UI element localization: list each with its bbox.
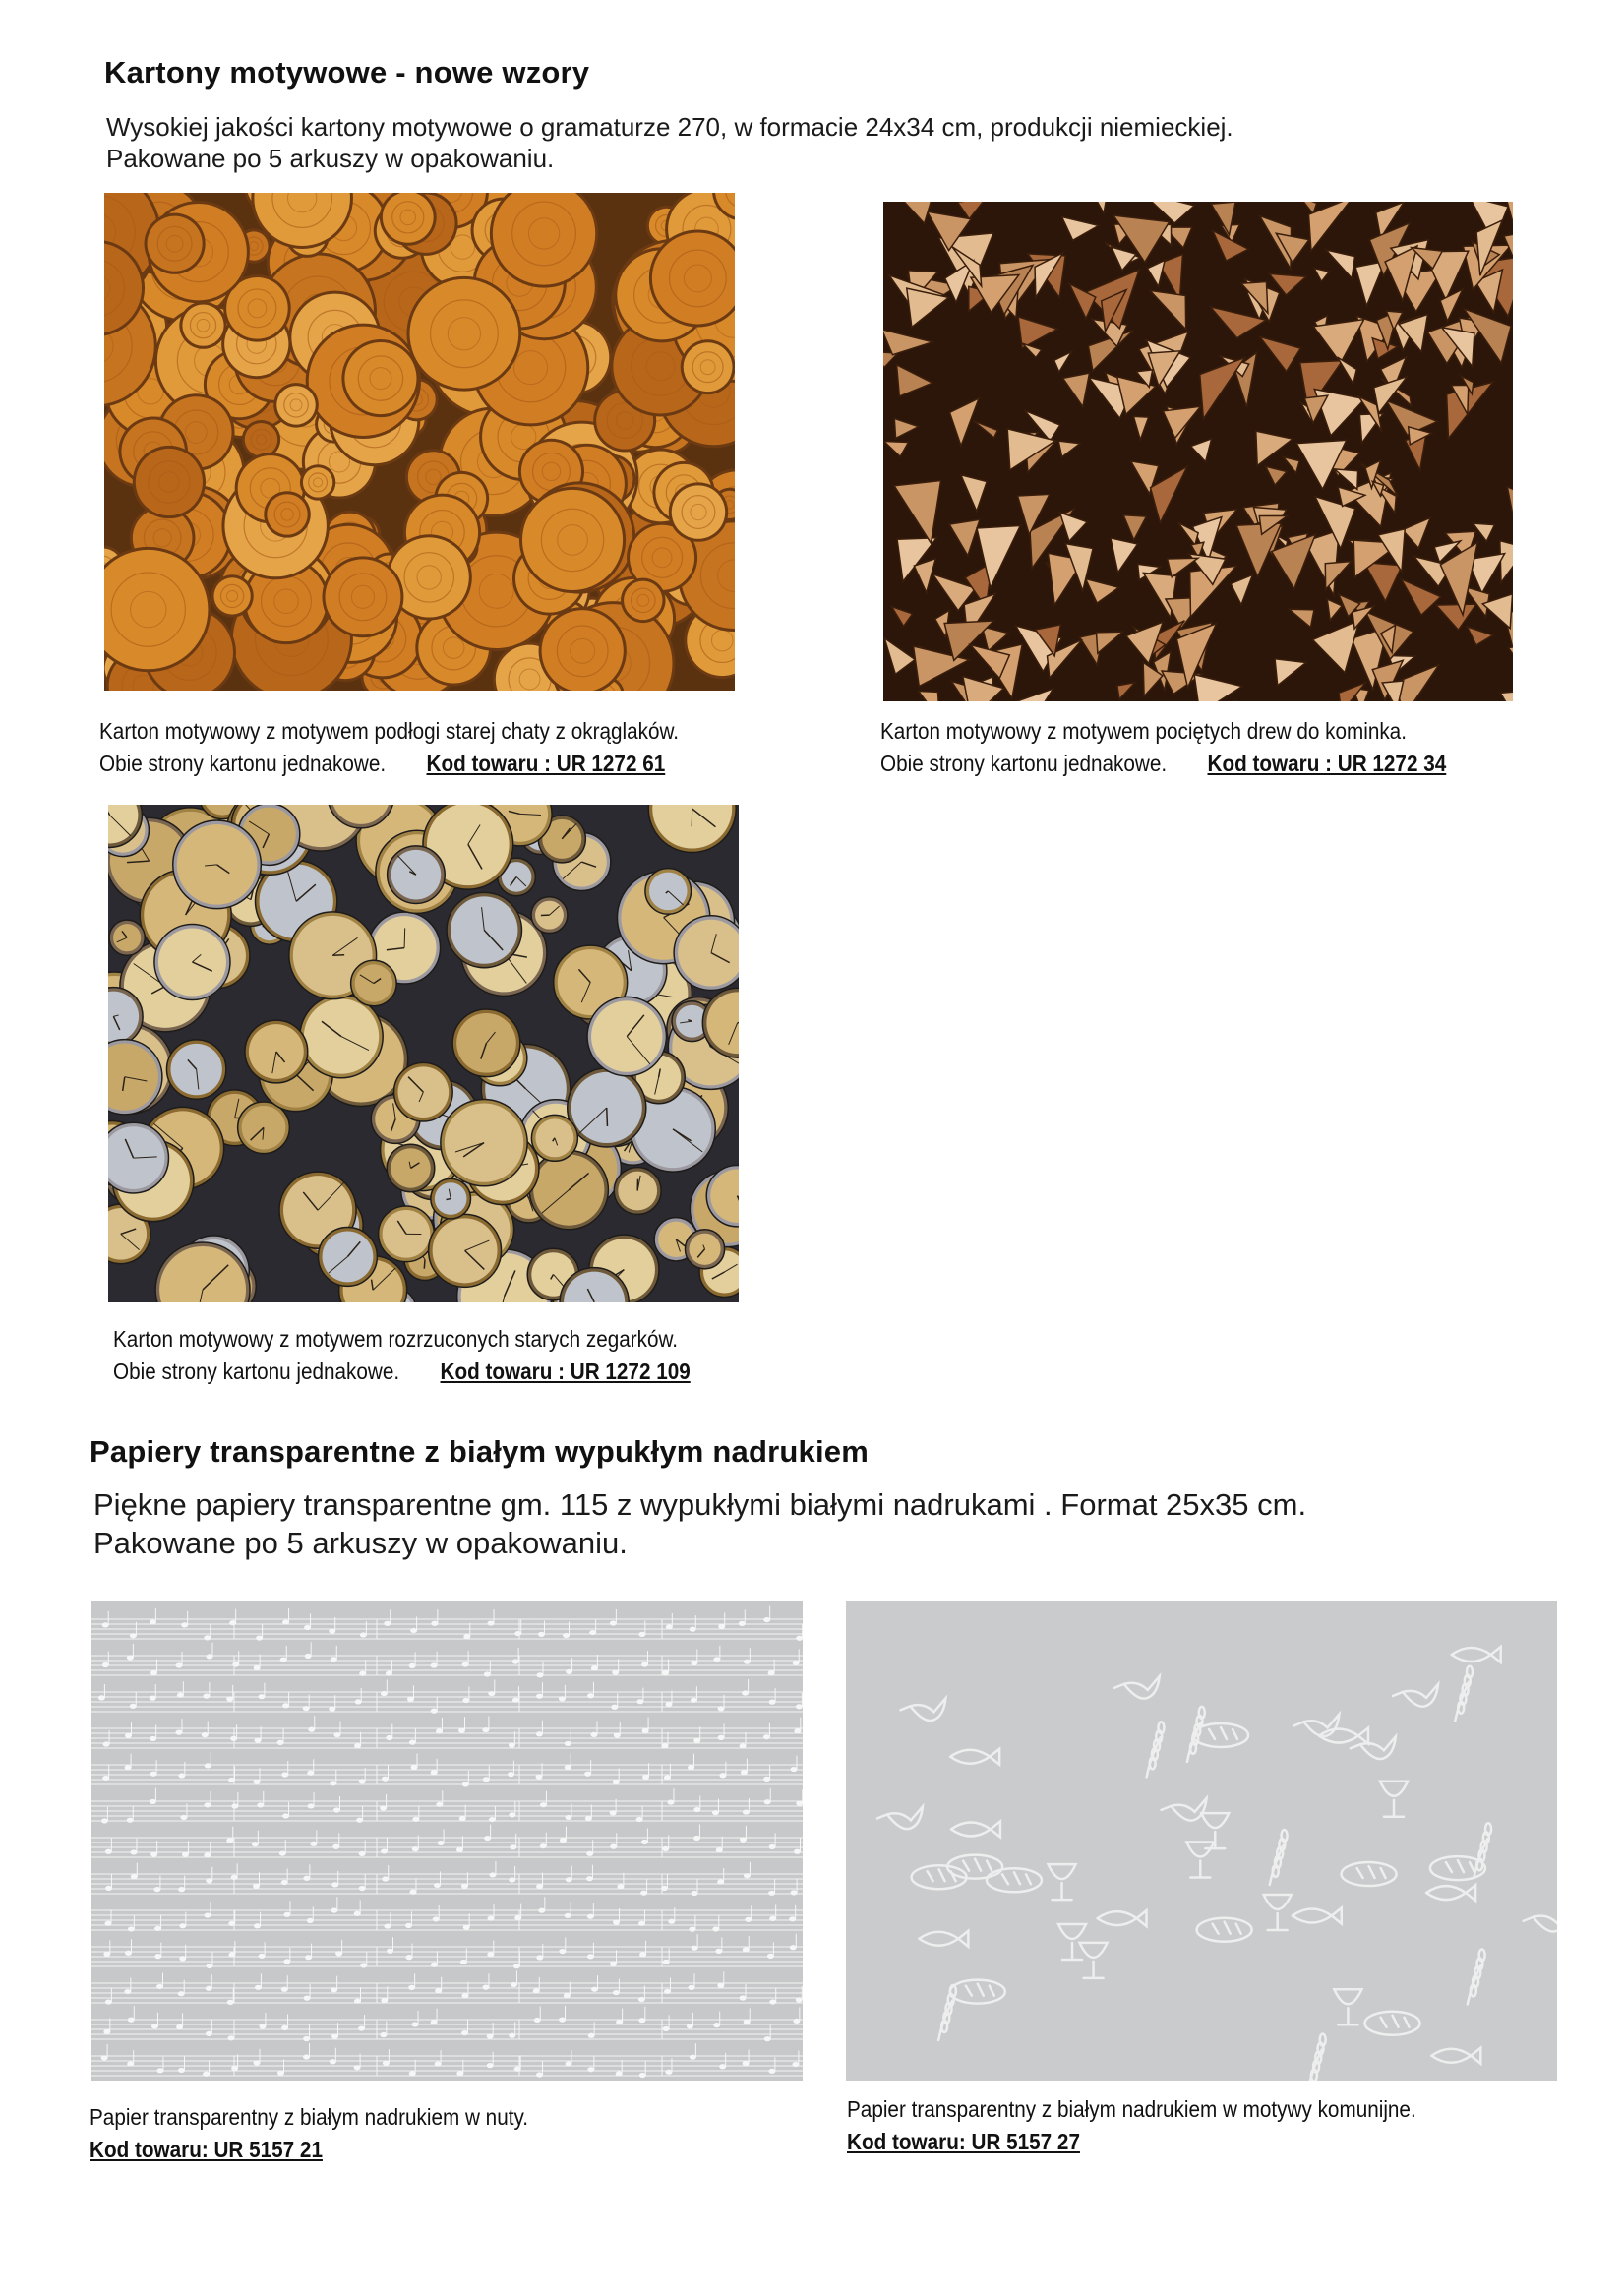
section-intro-cardboard: [106, 111, 1233, 174]
caption-line: Obie strony kartonu jednakowe.: [99, 751, 387, 776]
pocket-watches-pattern-image: [108, 805, 739, 1302]
log-slices-pattern-image: [104, 193, 735, 691]
communion-motifs-pattern-image: [846, 1601, 1557, 2081]
section-title-cardboard: Kartony motywowe - nowe wzory: [104, 55, 590, 90]
caption-line: Karton motywowy z motywem rozrzuconych starych zegarków.: [113, 1326, 679, 1352]
caption-line: Obie strony kartonu jednakowe.: [880, 751, 1168, 776]
product-code: Kod towaru: UR 5157 27: [847, 2129, 1080, 2154]
sheet-music-pattern-image: [91, 1601, 803, 2081]
caption-line: Karton motywowy z motywem pociętych drew do kominka.: [880, 718, 1407, 744]
product-caption-ur127261: [99, 715, 679, 780]
caption-line: Papier transparentny z białym nadrukiem w nuty.: [90, 2104, 529, 2130]
firewood-stack-pattern-image: [883, 202, 1513, 701]
intro-line: Pakowane po 5 arkuszy w opakowaniu.: [106, 144, 555, 173]
product-code: Kod towaru: UR 5157 21: [90, 2137, 323, 2162]
product-caption-ur515721: [90, 2101, 528, 2166]
product-code: Kod towaru : UR 1272 109: [440, 1359, 691, 1384]
product-caption-ur515727: [847, 2093, 1416, 2158]
section-title-transparent-paper: Papiery transparentne z białym wypukłym nadrukiem: [90, 1434, 869, 1469]
intro-line: Wysokiej jakości kartony motywowe o gramaturze 270, w formacie 24x34 cm, produkcji niemieckiej.: [106, 112, 1233, 142]
caption-line: Obie strony kartonu jednakowe.: [113, 1359, 400, 1384]
intro-line: Pakowane po 5 arkuszy w opakowaniu.: [93, 1526, 628, 1560]
product-caption-ur127234: [880, 715, 1446, 780]
product-code: Kod towaru : UR 1272 61: [426, 751, 666, 776]
section-intro-transparent-paper: [93, 1485, 1306, 1562]
caption-line: Papier transparentny z białym nadrukiem w motywy komunijne.: [847, 2096, 1416, 2122]
product-code: Kod towaru : UR 1272 34: [1207, 751, 1447, 776]
caption-line: Karton motywowy z motywem podłogi starej chaty z okrąglaków.: [99, 718, 680, 744]
intro-line: Piękne papiery transparentne gm. 115 z wypukłymi białymi nadrukami . Format 25x35 cm.: [93, 1487, 1307, 1522]
product-caption-ur1272109: [113, 1323, 691, 1388]
